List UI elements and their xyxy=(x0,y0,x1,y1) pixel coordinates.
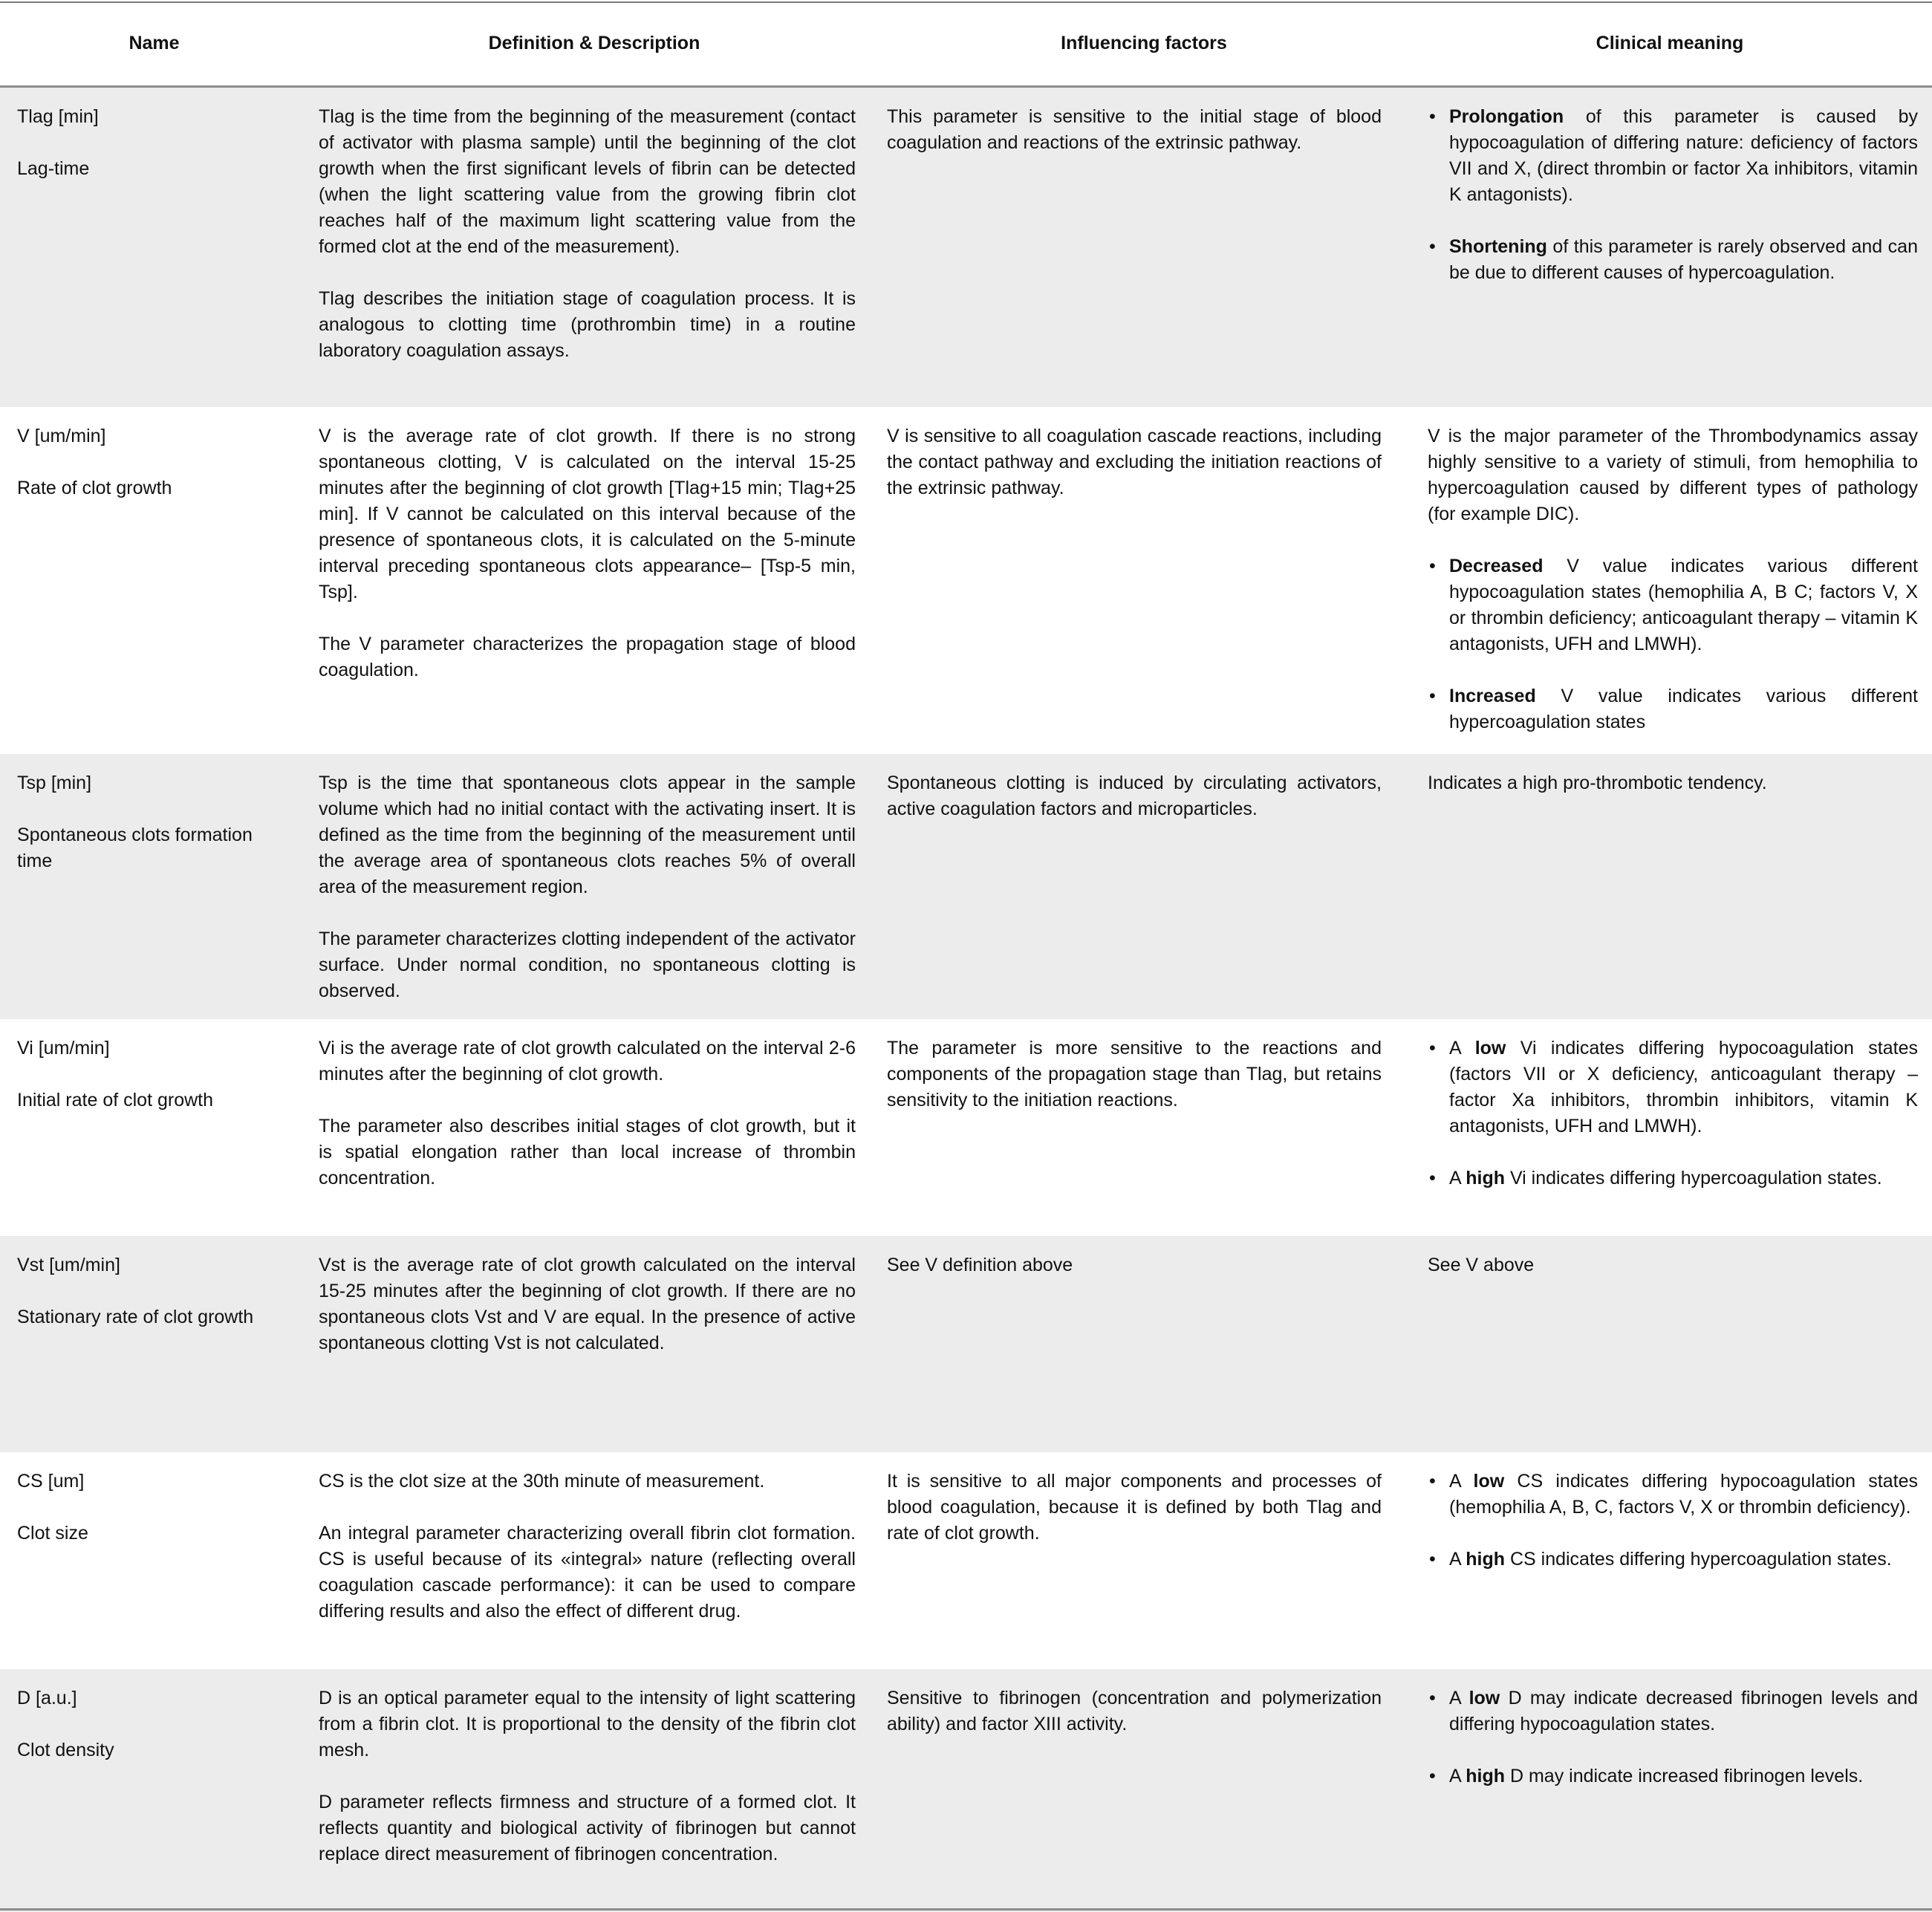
bullet-text: D may indicate increased fibrinogen levels. xyxy=(1505,1766,1864,1786)
parameter-name: Tlag [min] xyxy=(17,106,99,127)
list-item xyxy=(1428,234,1918,286)
parameter-alias: Rate of clot growth xyxy=(17,478,172,498)
parameter-alias: Lag-time xyxy=(17,158,90,179)
cell-name xyxy=(0,88,308,407)
bullet-keyword: low xyxy=(1468,1688,1500,1708)
list-item xyxy=(1428,104,1918,208)
table-row xyxy=(0,1019,1932,1236)
definition-paragraph: Vi is the average rate of clot growth calculated on the interval 2-6 minutes after the beginning of clot growth. xyxy=(319,1038,856,1085)
parameter-alias: Stationary rate of clot growth xyxy=(17,1307,254,1327)
cell-meaning xyxy=(1408,1669,1932,1912)
definition-text xyxy=(319,104,856,364)
list-item xyxy=(1428,1763,1918,1789)
table-row xyxy=(0,407,1932,754)
cell-factors xyxy=(880,1452,1408,1669)
factors-text xyxy=(887,1035,1382,1113)
bullet-text: Vi indicates differing hypocoagulation states (factors VII or X deficiency, anticoagulant therapy – factor Xa inhibitors, thrombin inhibitors, vitamin K antagonists, UFH and LMWH). xyxy=(1449,1038,1918,1137)
bullet-keyword: low xyxy=(1473,1471,1505,1492)
cell-factors xyxy=(880,754,1408,1019)
bullet-text: of this parameter is caused by hypocoagulation of differing nature: deficiency of factors VII and X, (direct thrombin or factor Xa inhibitors, vitamin K antagonists). xyxy=(1449,106,1918,205)
bullet-prefix: A xyxy=(1449,1766,1466,1786)
meaning-list xyxy=(1428,1685,1918,1789)
cell-name xyxy=(0,754,308,1019)
meaning-text xyxy=(1428,104,1918,286)
bullet-keyword: Shortening xyxy=(1449,236,1547,257)
cell-definition xyxy=(308,1019,880,1236)
cell-name xyxy=(0,1236,308,1452)
meaning-text xyxy=(1428,423,1918,735)
list-item xyxy=(1428,1685,1918,1737)
parameter-name: D [a.u.] xyxy=(17,1688,77,1708)
cell-definition xyxy=(308,407,880,754)
cell-definition xyxy=(308,88,880,407)
bullet-prefix: A xyxy=(1449,1168,1466,1189)
bullet-text: of this parameter is rarely observed and can be due to different causes of hypercoagulation. xyxy=(1449,236,1918,283)
meaning-text xyxy=(1428,1035,1918,1191)
cell-factors xyxy=(880,88,1408,407)
factors-paragraph: It is sensitive to all major components and processes of blood coagulation, because it is defined by both Tlag and rate of clot growth. xyxy=(887,1471,1382,1544)
factors-text xyxy=(887,104,1382,156)
definition-paragraph: Tsp is the time that spontaneous clots appear in the sample volume which had no initial contact with the activating insert. It is defined as the time from the beginning of the measurement until the average area of spontaneous clots reaches 5% of overall area of the measurement region. xyxy=(319,773,856,897)
meaning-text xyxy=(1428,770,1918,796)
bullet-text: CS indicates differing hypercoagulation states. xyxy=(1505,1549,1892,1570)
bullet-keyword: Decreased xyxy=(1449,556,1544,576)
meaning-intro: Indicates a high pro-thrombotic tendency. xyxy=(1428,773,1767,793)
cell-definition xyxy=(308,1452,880,1669)
meaning-list xyxy=(1428,104,1918,286)
parameter-name: CS [um] xyxy=(17,1471,85,1492)
cell-factors xyxy=(880,1669,1408,1912)
factors-paragraph: See V definition above xyxy=(887,1255,1073,1275)
factors-paragraph: The parameter is more sensitive to the reactions and components of the propagation stage than Tlag, but retains sensitivity to the initiation reactions. xyxy=(887,1038,1382,1111)
list-item xyxy=(1428,1035,1918,1139)
bullet-keyword: low xyxy=(1474,1038,1506,1059)
factors-text xyxy=(887,423,1382,501)
table-row xyxy=(0,1236,1932,1452)
header-factors: Influencing factors xyxy=(1061,33,1227,53)
definition-text xyxy=(319,1685,856,1867)
definition-paragraph: The V parameter characterizes the propagation stage of blood coagulation. xyxy=(319,634,856,680)
factors-paragraph: This parameter is sensitive to the initial stage of blood coagulation and reactions of the extrinsic pathway. xyxy=(887,106,1382,153)
bullet-text: D may indicate decreased fibrinogen levels and differing hypocoagulation states. xyxy=(1449,1688,1918,1734)
factors-text xyxy=(887,1685,1382,1737)
cell-factors xyxy=(880,407,1408,754)
definition-paragraph: Tlag is the time from the beginning of the measurement (contact of activator with plasma sample) until the beginning of the clot growth when the first significant levels of fibrin can be detected (when the light scattering value from the growing fibrin clot reaches half of the maximum light scattering value from the formed clot at the end of the measurement). xyxy=(319,106,856,257)
bullet-keyword: Increased xyxy=(1449,686,1536,706)
factors-text xyxy=(887,770,1382,822)
definition-paragraph: CS is the clot size at the 30th minute of measurement. xyxy=(319,1471,765,1492)
definition-text xyxy=(319,1035,856,1191)
meaning-text xyxy=(1428,1469,1918,1573)
header-definition: Definition & Description xyxy=(488,33,700,53)
bottom-rule xyxy=(0,1908,1932,1911)
bullet-text: V value indicates various different hypercoagulation states xyxy=(1449,686,1918,732)
cell-definition xyxy=(308,754,880,1019)
factors-text xyxy=(887,1469,1382,1547)
cell-meaning xyxy=(1408,88,1932,407)
bullet-keyword: high xyxy=(1466,1549,1506,1570)
bullet-prefix: A xyxy=(1449,1471,1474,1492)
list-item xyxy=(1428,1547,1918,1573)
cell-meaning xyxy=(1408,1452,1932,1669)
meaning-list xyxy=(1428,1469,1918,1573)
table-row xyxy=(0,754,1932,1019)
bullet-prefix: A xyxy=(1449,1688,1469,1708)
cell-name xyxy=(0,1669,308,1912)
list-item xyxy=(1428,553,1918,657)
definition-paragraph: The parameter also describes initial stages of clot growth, but it is spatial elongation rather than local increase of thrombin concentration. xyxy=(319,1116,856,1189)
factors-paragraph: Spontaneous clotting is induced by circulating activators, active coagulation factors and microparticles. xyxy=(887,773,1382,819)
meaning-list xyxy=(1428,553,1918,735)
table-body xyxy=(0,88,1932,1912)
definition-text xyxy=(319,770,856,1004)
cell-meaning xyxy=(1408,407,1932,754)
header-name: Name xyxy=(129,33,180,53)
table-row xyxy=(0,88,1932,407)
definition-paragraph: An integral parameter characterizing overall fibrin clot formation. CS is useful because of its «integral» nature (reflecting overall coagulation cascade performance): it can be used to compare differing results and also the effect of different drug. xyxy=(319,1523,856,1622)
bullet-text: CS indicates differing hypocoagulation states (hemophilia A, B, C, factors V, X or thrombin deficiency). xyxy=(1449,1471,1918,1518)
list-item xyxy=(1428,683,1918,735)
factors-text xyxy=(887,1252,1382,1278)
meaning-intro: V is the major parameter of the Thrombodynamics assay highly sensitive to a variety of stimuli, from hemophilia to hypercoagulation caused by different types of pathology (for example DIC). xyxy=(1428,426,1918,524)
bullet-text: V value indicates various different hypocoagulation states (hemophilia A, B C; factors V, X or thrombin deficiency; anticoagulant therapy – vitamin K antagonists, UFH and LMWH). xyxy=(1449,556,1918,654)
bullet-keyword: high xyxy=(1466,1168,1506,1189)
definition-paragraph: Vst is the average rate of clot growth calculated on the interval 15-25 minutes after the beginning of clot growth. If there are no spontaneous clots Vst and V are equal. In the presence of active spontaneous clotting Vst is not calculated. xyxy=(319,1255,856,1353)
parameter-alias: Spontaneous clots formation time xyxy=(17,825,253,871)
bullet-prefix: A xyxy=(1449,1038,1475,1059)
cell-definition xyxy=(308,1236,880,1452)
factors-paragraph: V is sensitive to all coagulation cascade reactions, including the contact pathway and excluding the initiation reactions of the extrinsic pathway. xyxy=(887,426,1382,498)
definition-text xyxy=(319,1469,856,1625)
parameter-name: Vi [um/min] xyxy=(17,1038,110,1059)
cell-name xyxy=(0,1452,308,1669)
list-item xyxy=(1428,1469,1918,1521)
list-item xyxy=(1428,1165,1918,1191)
bullet-keyword: Prolongation xyxy=(1449,106,1564,127)
cell-name xyxy=(0,1019,308,1236)
table-header xyxy=(0,0,1932,86)
cell-factors xyxy=(880,1236,1408,1452)
parameter-alias: Clot density xyxy=(17,1740,114,1760)
definition-paragraph: D parameter reflects firmness and structure of a formed clot. It reflects quantity and biological activity of fibrinogen but cannot replace direct measurement of fibrinogen concentration. xyxy=(319,1792,856,1864)
definition-paragraph: Tlag describes the initiation stage of coagulation process. It is analogous to clotting time (prothrombin time) in a routine laboratory coagulation assays. xyxy=(319,288,856,361)
definition-text xyxy=(319,423,856,683)
bullet-keyword: high xyxy=(1466,1766,1506,1786)
parameter-alias: Initial rate of clot growth xyxy=(17,1090,214,1111)
cell-name xyxy=(0,407,308,754)
parameter-name: Vst [um/min] xyxy=(17,1255,120,1275)
cell-meaning xyxy=(1408,1019,1932,1236)
parameters-table xyxy=(0,88,1932,1912)
bullet-prefix: A xyxy=(1449,1549,1466,1570)
meaning-intro: See V above xyxy=(1428,1255,1535,1275)
parameter-alias: Clot size xyxy=(17,1523,88,1544)
table-row xyxy=(0,1669,1932,1912)
cell-meaning xyxy=(1408,1236,1932,1452)
definition-paragraph: The parameter characterizes clotting independent of the activator surface. Under normal condition, no spontaneous clotting is observed. xyxy=(319,929,856,1001)
cell-meaning xyxy=(1408,754,1932,1019)
meaning-text xyxy=(1428,1252,1918,1278)
meaning-list xyxy=(1428,1035,1918,1191)
header-meaning: Clinical meaning xyxy=(1596,33,1744,53)
bullet-text: Vi indicates differing hypercoagulation states. xyxy=(1505,1168,1882,1189)
definition-paragraph: V is the average rate of clot growth. If there is no strong spontaneous clotting, V is calculated on the interval 15-25 minutes after the beginning of clot growth [Tlag+15 min; Tlag+25 min]. If V cannot be calculated on this interval because of the presence of spontaneous clots, it is calculated on the 5-minute interval preceding spontaneous clots appearance– [Tsp-5 min, Tsp]. xyxy=(319,426,856,602)
definition-paragraph: D is an optical parameter equal to the intensity of light scattering from a fibrin clot. It is proportional to the density of the fibrin clot mesh. xyxy=(319,1688,856,1760)
meaning-text xyxy=(1428,1685,1918,1789)
cell-definition xyxy=(308,1669,880,1912)
table-row xyxy=(0,1452,1932,1669)
parameter-name: Tsp [min] xyxy=(17,773,92,793)
definition-text xyxy=(319,1252,856,1356)
parameter-name: V [um/min] xyxy=(17,426,106,446)
cell-factors xyxy=(880,1019,1408,1236)
factors-paragraph: Sensitive to fibrinogen (concentration and polymerization ability) and factor XIII activity. xyxy=(887,1688,1382,1734)
